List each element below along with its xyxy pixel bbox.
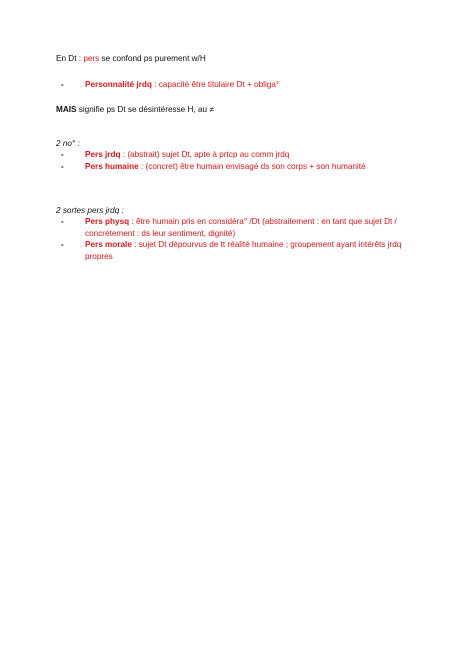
list-item <box>56 216 426 239</box>
intro-suffix: se confond ps purement w/H <box>99 54 206 63</box>
document-body <box>56 53 426 263</box>
item-text: : (abstrait) sujet Dt, apte à prtcp au comm jrdq <box>120 150 290 160</box>
list-item <box>56 79 426 91</box>
mais-text: signifie ps Dt se désintéresse H, au ≠ <box>76 105 214 115</box>
item-text: : (concret) être humain envisagé ds son corps + son humanité <box>138 161 366 171</box>
item-term: Pers morale <box>85 240 132 250</box>
mais-line <box>56 104 426 116</box>
section-heading-sortes: 2 sortes pers jrdq : <box>56 205 124 215</box>
item-text: : sujet Dt dépourvus de tt réalité humaine ; groupement ayant intérêts jrdq propres <box>85 240 402 261</box>
personnalite-list <box>56 79 426 91</box>
list-item <box>56 149 426 161</box>
spacer <box>56 116 426 138</box>
item-term: Pers humaine <box>85 161 139 171</box>
noms-list <box>56 149 426 172</box>
dash-marker: - <box>61 150 64 160</box>
mais-keyword: MAIS <box>56 105 77 115</box>
spacer <box>56 65 426 79</box>
dash-marker: - <box>61 217 64 227</box>
dash-marker: - <box>61 161 64 171</box>
item-text: : être humain pris en considéra° /Dt (abstraitement : en tant que sujet Dt / concrètement : ds leur sentiment, dignité) <box>85 217 397 238</box>
list-item <box>56 161 426 173</box>
bullet-text: : capacité être titulaire Dt + obliga° <box>151 79 280 89</box>
section-heading-noms: 2 no° : <box>56 138 80 148</box>
dash-marker: - <box>61 79 64 89</box>
dash-marker: - <box>61 240 64 250</box>
bullet-term: Personnalité jrdq <box>85 79 152 89</box>
spacer <box>56 90 426 104</box>
list-item <box>56 239 426 262</box>
intro-line <box>56 53 426 65</box>
item-term: Pers jrdq <box>85 150 121 160</box>
intro-prefix: En Dt : <box>56 54 84 63</box>
intro-keyword: pers <box>83 54 100 63</box>
sortes-list <box>56 216 426 262</box>
item-term: Pers physq <box>85 217 130 227</box>
spacer <box>56 173 426 205</box>
